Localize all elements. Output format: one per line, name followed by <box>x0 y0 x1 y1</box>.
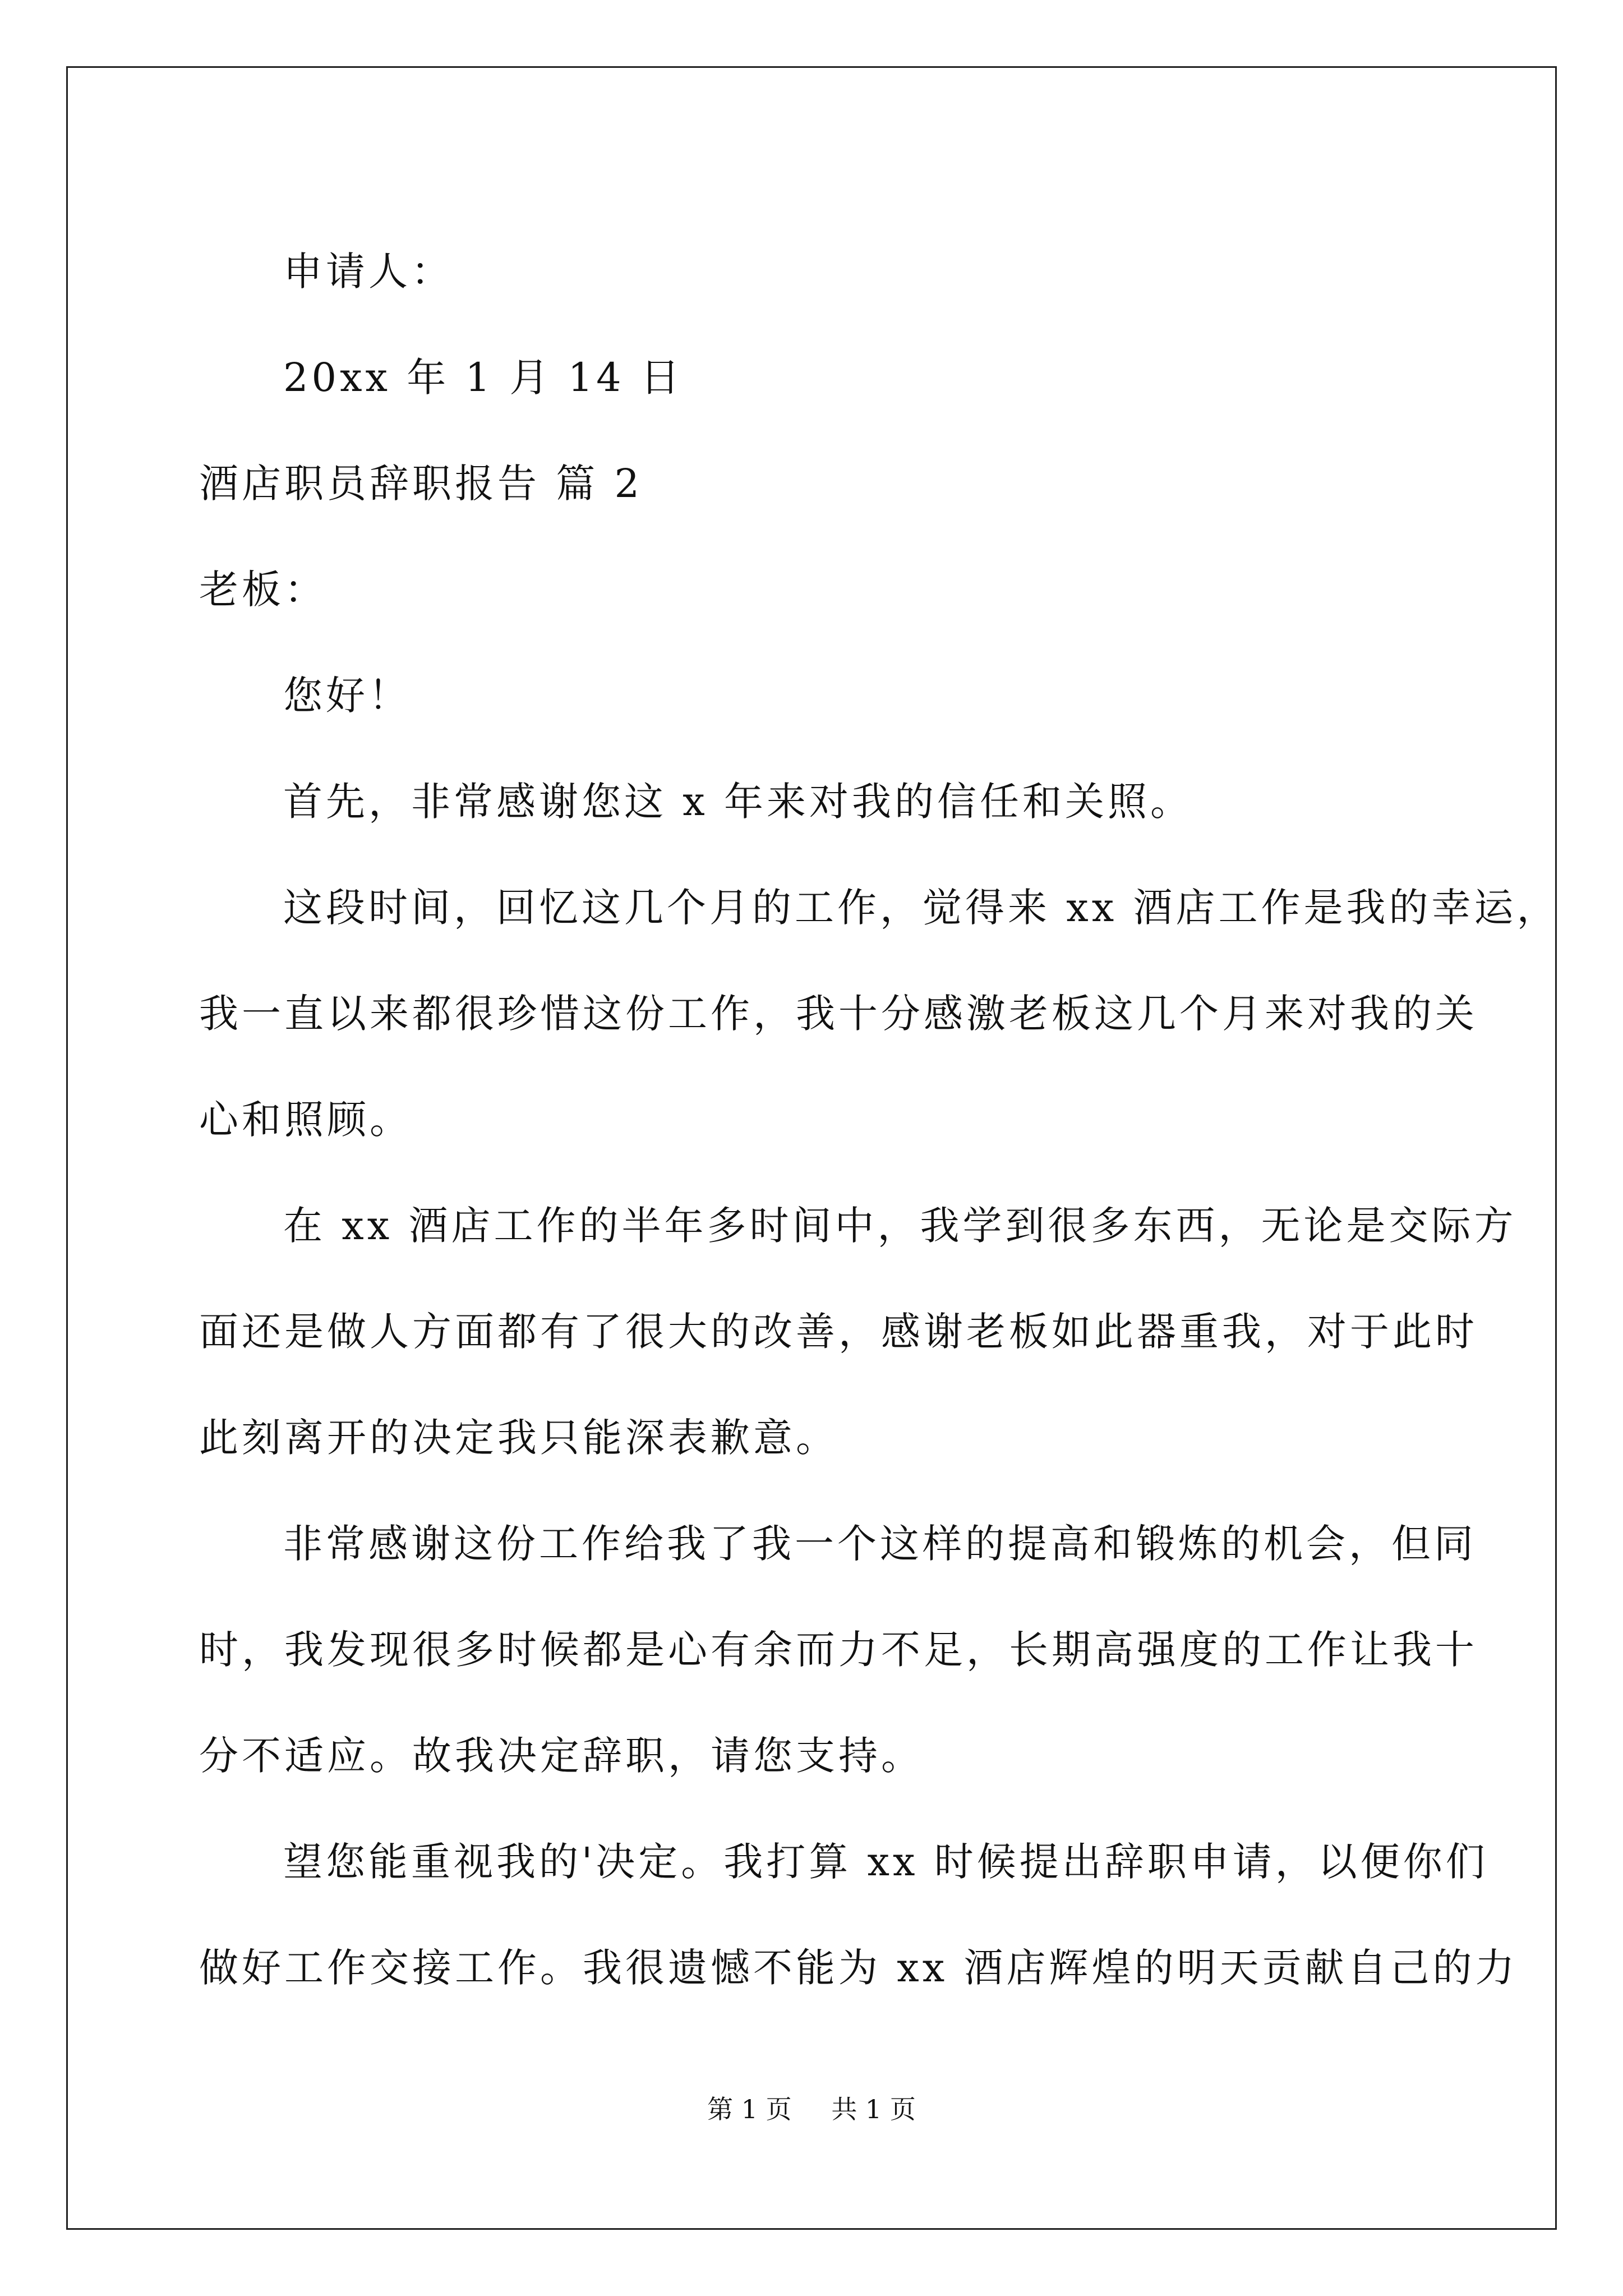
text-line: 老板： <box>199 567 327 613</box>
text-line: 望您能重视我的'决定。我打算 xx 时候提出辞职申请，以便你们 <box>283 1839 1488 1885</box>
text-line: 时，我发现很多时候都是心有余而力不足，长期高强度的工作让我十 <box>199 1627 1478 1673</box>
text-line: 您好！ <box>283 673 411 719</box>
text-line: 心和照顾。 <box>199 1097 412 1143</box>
document-body <box>199 219 1560 2021</box>
text-line: 面还是做人方面都有了很大的改善，感谢老板如此器重我，对于此时 <box>199 1309 1478 1355</box>
page-footer <box>0 2092 1623 2126</box>
text-line: 20xx 年 1 月 14 日 <box>283 355 683 401</box>
text-line: 做好工作交接工作。我很遗憾不能为 xx 酒店辉煌的明天贡献自己的力 <box>199 1945 1518 1991</box>
text-line: 分不适应。故我决定辞职，请您支持。 <box>199 1733 924 1779</box>
page-number: 第 1 页 <box>707 2094 792 2124</box>
text-line: 申请人： <box>283 249 454 295</box>
text-line: 非常感谢这份工作给我了我一个这样的提高和锻炼的机会，但同 <box>283 1521 1477 1567</box>
page-total: 共 1 页 <box>831 2094 916 2124</box>
text-line: 在 xx 酒店工作的半年多时间中，我学到很多东西，无论是交际方 <box>283 1203 1517 1249</box>
text-line: 此刻离开的决定我只能深表歉意。 <box>199 1415 838 1461</box>
text-line: 酒店职员辞职报告 篇 2 <box>199 461 643 507</box>
text-line: 我一直以来都很珍惜这份工作，我十分感激老板这几个月来对我的关 <box>199 991 1478 1037</box>
text-line: 这段时间，回忆这几个月的工作，觉得来 xx 酒店工作是我的幸运， <box>283 885 1560 931</box>
text-line: 首先，非常感谢您这 x 年来对我的信任和关照。 <box>283 779 1193 825</box>
